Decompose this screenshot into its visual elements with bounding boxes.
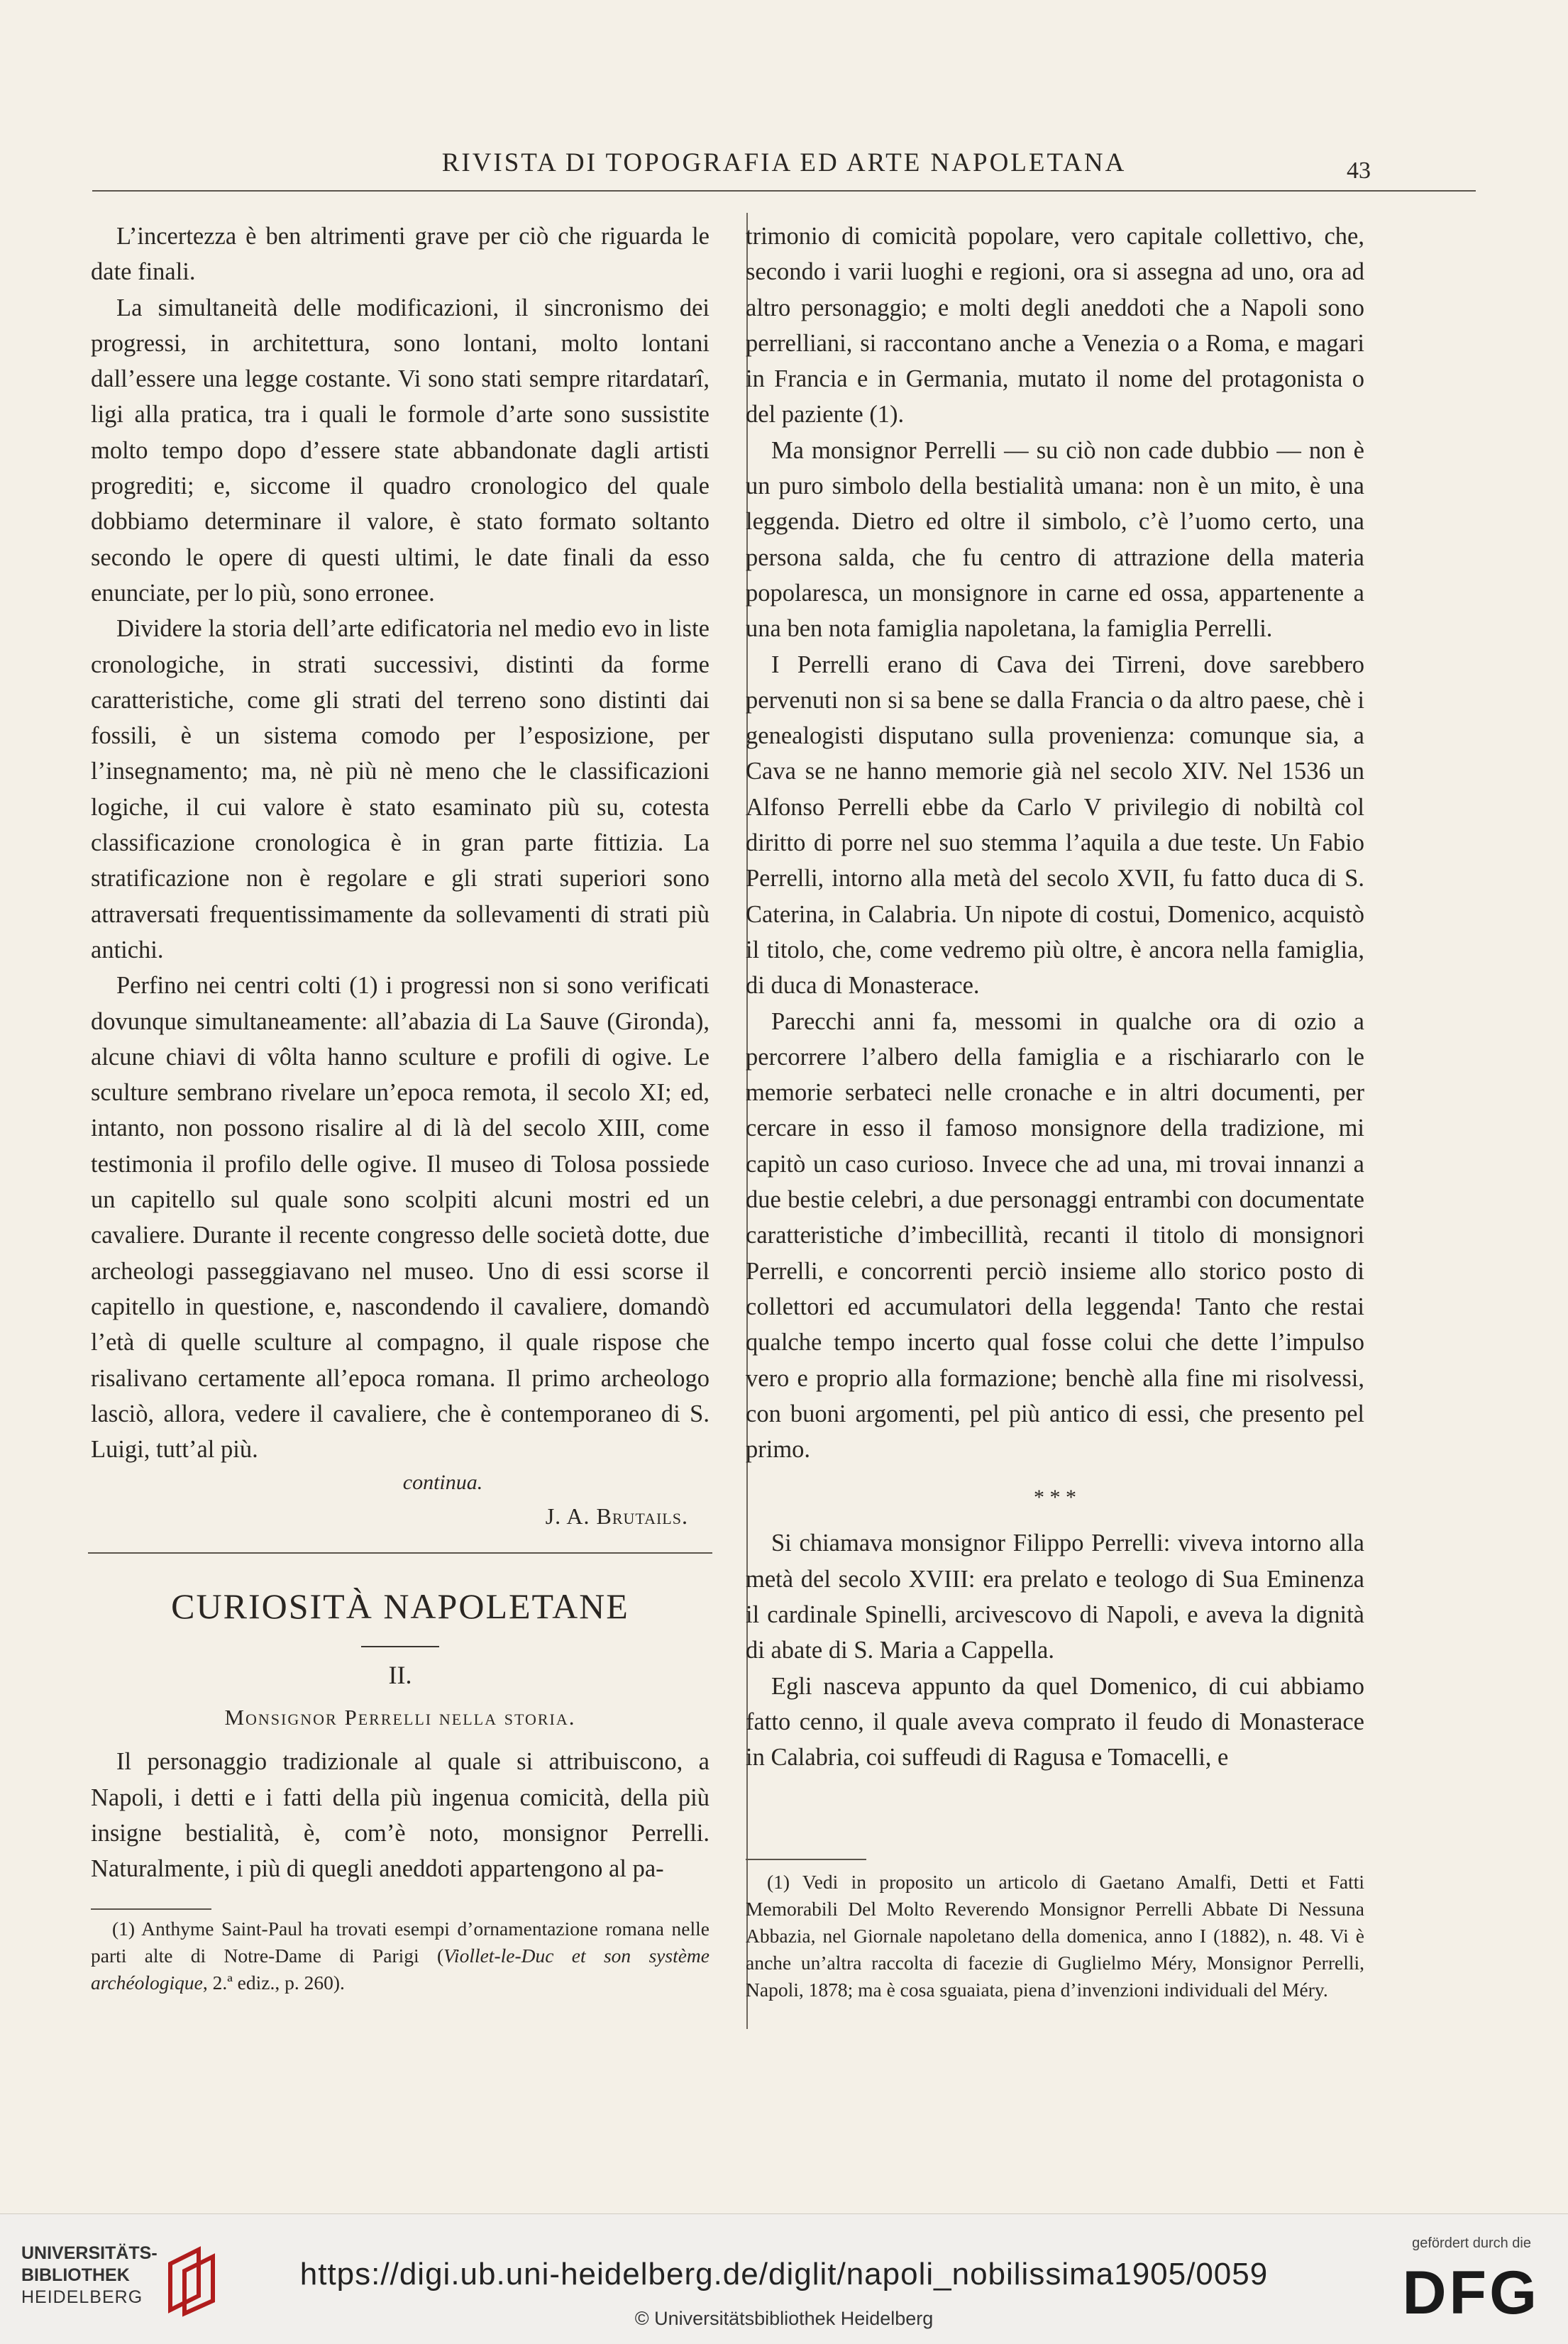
paragraph: Parecchi anni fa, messomi in qualche ora di ozio a percorrere l’albero della famiglia e a rischiararlo con le memorie serbateci nelle cronache e in altri documenti, per cercare in esso il famoso monsignore della tradizione, mi capitò un caso curioso. Invece che ad una, mi trovai innanzi a due bestie celebri, a due personaggi entrambi con documentate caratteristiche d’imbecillità, recanti il titolo di monsignori Perrelli, e concorrenti perciò insieme allo storico posto di collettori ed accumulatori della leggenda! Tanto che restai qualche tempo incerto qual fosse colui che dette l’impulso vero e proprio alla formazione; benchè alla fine mi risolvessi, con buoni argomenti, pel più antico di essi, che presento pel primo. (746, 1007, 1364, 1464)
section-title: CURIOSITÀ NAPOLETANE (171, 1586, 629, 1627)
paragraph: La simultaneità delle modificazioni, il sincronismo dei progressi, in architettura, sono lontani, molto lontani dall’essere una legge costante. Vi sono stati sempre ritardatarî, ligi alla pratica, tra i quali le formole d’arte sono sussistite molto tempo dopo d’essere state abbandonate dagli artisti progrediti; e, siccome il quadro cronologico del quale dobbiamo determinare il valore, è stato formato soltanto secondo le opere di questi ultimi, le date finali da esso enunciate, per lo più, sono erronee. (91, 294, 710, 607)
section-number: II. (388, 1661, 412, 1690)
footnote-text: Anthyme Saint-Paul ha trovati esempi d’ornamentazione romana nelle parti alte di Notre-Dame di Parigi ( (91, 1918, 710, 1967)
footnote-rule (91, 1908, 211, 1910)
left-footnote (91, 1915, 710, 1996)
header-rule (92, 190, 1476, 192)
paragraph: Si chiamava monsignor Filippo Perrelli: viveva intorno alla metà del secolo XVIII: era prelato e teologo di Sua Eminenza il cardinale Spinelli, arcivescovo di Napoli, e aveva la dignità di abate di S. Maria a Cappella. (746, 1530, 1364, 1664)
left-column (91, 219, 710, 1887)
title-rule (361, 1646, 439, 1647)
right-column (746, 219, 1364, 1775)
right-footnote: (1) Vedi in proposito un articolo di Gaetano Amalfi, Detti et Fatti Memorabili Del Molto Reverendo Monsignor Perrelli Abbate Di Nessuna Abbazia, nel Giornale napoletano della domenica, anno I (1882), n. 48. Vi è anche un’altra raccolta di facezie di Guglielmo Méry, Monsignor Perrelli, Napoli, 1878; ma è cosa sguaiata, piena d’invenzioni individuali del Méry. (746, 1871, 1364, 2001)
paragraph: Il personaggio tradizionale al quale si attribuiscono, a Napoli, i detti e i fatti della più ingenua comicità, della più insigne bestialità, è, com’è noto, monsignor Perrelli. Naturalmente, i più di quegli aneddoti appartengono al pa- (91, 1748, 710, 1883)
document-url-link[interactable]: https://digi.ub.uni-heidelberg.de/diglit/napoli_nobilissima1905/0059 (299, 2257, 1269, 2292)
paragraph: trimonio di comicità popolare, vero capitale collettivo, che, secondo i varii luoghi e regioni, ora si assegna ad uno, ora ad altro personaggio; e molti degli aneddoti che a Napoli sono perrelliani, si raccontano anche a Venezia o a Roma, e magari in Francia e in Germania, mutato il nome del protagonista o del paziente (1). (746, 223, 1364, 429)
funder-label: gefördert durch die (1412, 2235, 1531, 2251)
section-separator (88, 1552, 712, 1554)
footnote-rule (746, 1859, 866, 1860)
paragraph: I Perrelli erano di Cava dei Tirreni, dove sarebbero pervenuti non si sa bene se dalla Francia o da altro paese, chè i genealogisti disputano sulla provenienza: comunque sia, a Cava se ne hanno memorie già nel secolo XIV. Nel 1536 un Alfonso Perrelli ebbe da Carlo V privilegio di nobiltà col diritto di porre nel suo stemma l’aquila a due teste. Un Fabio Perrelli, intorno alla metà del secolo XVII, fu fatto duca di S. Caterina, in Calabria. Un nipote di costui, Domenico, acquistò il titolo, che, come vedremo più oltre, è ancora nella famiglia, di duca di Monasterace. (746, 651, 1364, 1000)
dfg-logo[interactable]: DFG (1402, 2259, 1540, 2327)
footnote-marker: (1) (112, 1918, 136, 1940)
library-name: UNIVERSITÄTS- BIBLIOTHEK HEIDELBERG (21, 2243, 158, 2307)
continua-note: continua. (402, 1471, 483, 1495)
paragraph: Ma monsignor Perrelli — su ciò non cade dubbio — non è un puro simbolo della bestialità umana: non è un mito, è una leggenda. Dietro ed oltre il simbolo, c’è l’uomo certo, una persona salda, che fu centro di attrazione della materia popolaresca, un monsignore in carne ed ossa, appartenente a una ben nota famiglia napoletana, la famiglia Perrelli. (746, 436, 1364, 643)
viewer-footer (0, 2213, 1568, 2344)
paragraph: Perfino nei centri colti (1) i progressi non si sono verificati dovunque simultaneamente: all’abazia di La Sauve (Gironda), alcune chiavi di vôlta hanno sculture e profili di ogive. Le sculture sembrano rivelare un’epoca remota, il secolo XI; ed, intanto, non possono risalire al di là del secolo XIII, come testimonia il profilo delle ogive. Il museo di Tolosa possiede un capitello sul quale sono scolpiti alcuni mostri ed un cavaliere. Durante il recente congresso delle società dotte, due archeologi passeggiavano nel museo. Uno di essi scorse il capitello in questione, e, nascondendo il cavaliere, domandò l’età di quelle sculture al compagno, il quale rispose che risalivano certamente all’epoca romana. Il primo archeologo lasciò, allora, vedere il cavaliere, che è contemporaneo di S. Luigi, tutt’al più. (91, 972, 710, 1464)
running-head: RIVISTA DI TOPOGRAFIA ED ARTE NAPOLETANA (441, 148, 1127, 177)
paragraph: Egli nasceva appunto da quel Domenico, di cui abbiamo fatto cenno, il quale aveva comprato il feudo di Monasterace in Calabria, coi suffeudi di Ragusa e Tomacelli, e (746, 1672, 1364, 1771)
copyright-notice: © Universitätsbibliothek Heidelberg (634, 2308, 934, 2329)
footnote-citation: Viollet-le-Duc et son système archéologique (91, 1945, 710, 1994)
page-number: 43 (1347, 157, 1371, 184)
section-dinkus: * * * (1034, 1486, 1076, 1510)
section-subtitle: Monsignor Perrelli nella storia. (224, 1705, 576, 1730)
paragraph: L’incertezza è ben altrimenti grave per ciò che riguarda le date finali. (91, 223, 710, 286)
footnote-text-end: , 2.ª ediz., p. 260). (202, 1972, 345, 1994)
paragraph: Dividere la storia dell’arte edificatoria nel medio evo in liste cronologiche, in strati successivi, distinti da forme caratteristiche, come gli strati del terreno sono distinti dai fossili, è un sistema comodo per l’esposizione, per l’insegnamento; ma, nè più nè meno che le classificazioni logiche, il cui valore è stato esaminato più su, cotesta classificazione cronologica è in gran parte fittizia. La stratificazione non è regolare e gli strati superiori sono attraversati frequentissimamente da sollevamenti di strati più antichi. (91, 615, 710, 963)
author-signature: J. A. Brutails. (545, 1503, 688, 1530)
